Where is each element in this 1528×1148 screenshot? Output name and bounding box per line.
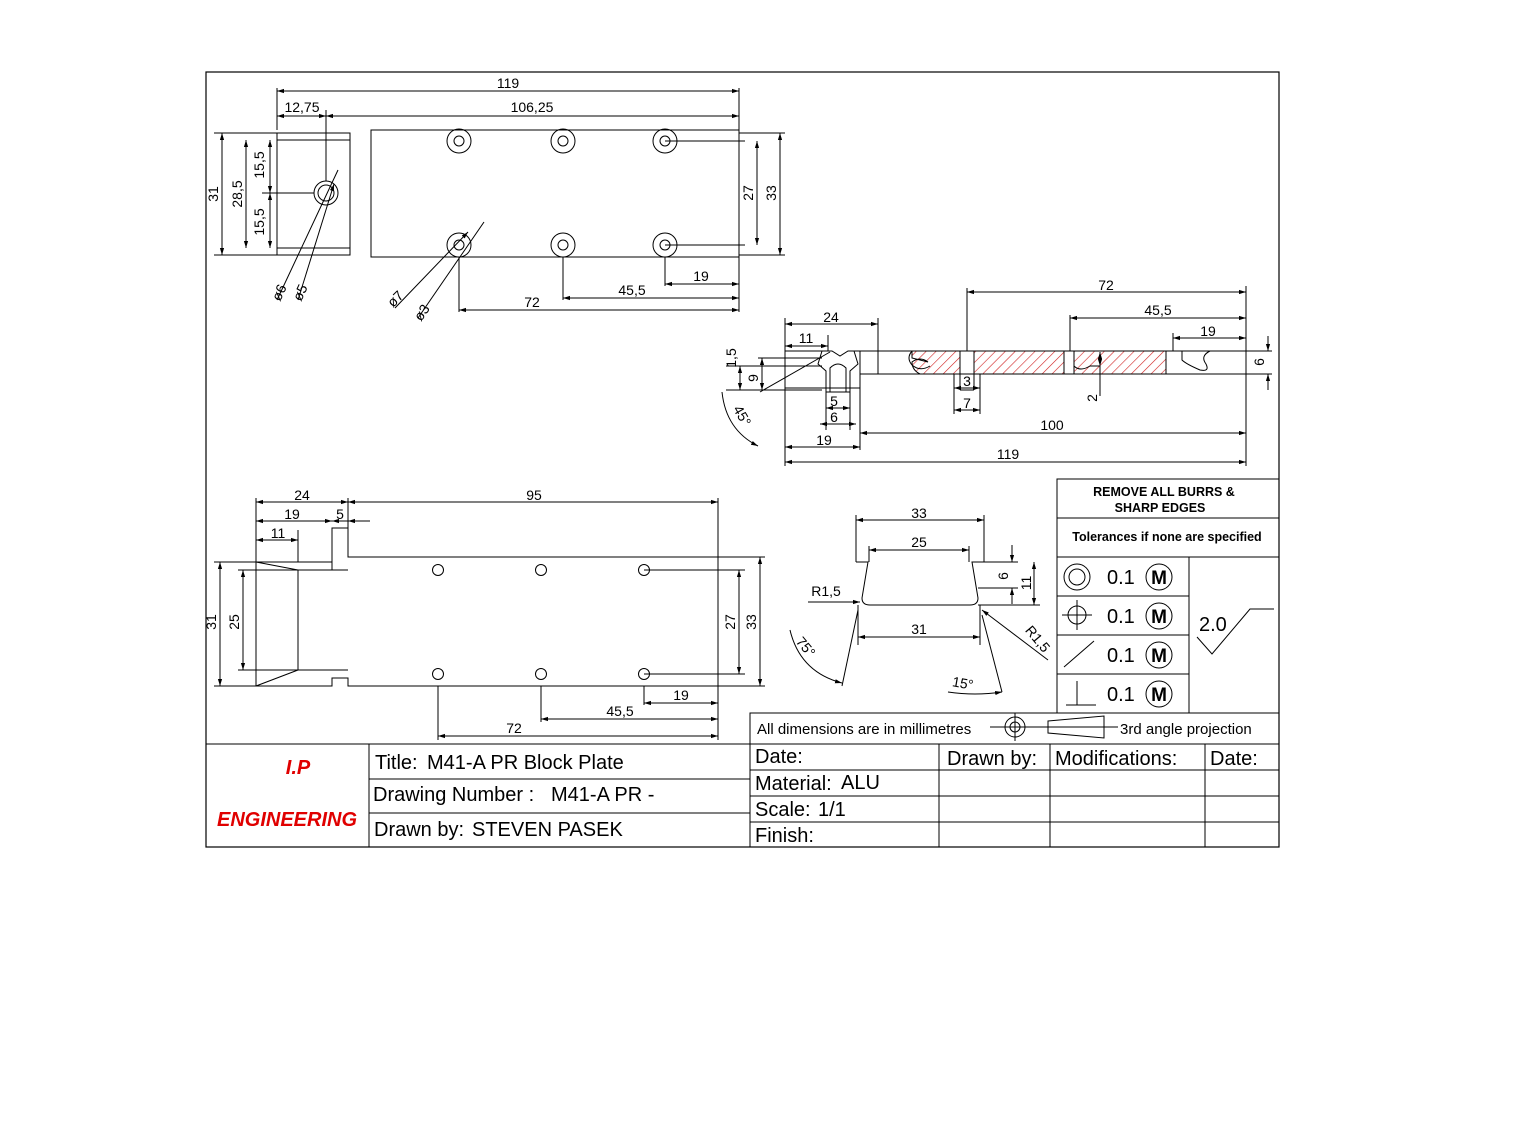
bottom-view-dimension-labels [203, 487, 759, 736]
modifier-label: M [1151, 568, 1167, 589]
dim-label: 25 [911, 534, 927, 550]
dim-label: 45,5 [618, 282, 646, 298]
flatness-icon [1064, 641, 1094, 667]
finish-label: Finish: [755, 825, 814, 847]
counterbore-hole [447, 233, 471, 257]
material-value: ALU [841, 772, 880, 794]
concentricity-icon [1064, 564, 1090, 590]
dim-label: 6 [1251, 358, 1267, 366]
dim-label: 5 [830, 393, 838, 409]
modifier-label: M [1151, 685, 1167, 706]
burrs-note-line1: REMOVE ALL BURRS & [1093, 485, 1235, 499]
bottom-view-outline [256, 528, 718, 686]
dim-label: 5 [336, 506, 344, 522]
modifier-label: M [1151, 607, 1167, 628]
dim-label: 27 [740, 185, 756, 201]
dim-label: R1,5 [1022, 622, 1054, 656]
tolerances-note: Tolerances if none are specified [1072, 530, 1262, 544]
dim-label: 9 [745, 374, 761, 382]
dim-label: 45,5 [606, 703, 634, 719]
dim-label: 24 [294, 487, 310, 503]
dim-label: 25 [226, 614, 242, 630]
end-view-dimension-labels [793, 505, 1054, 693]
modifications-header: Modifications: [1055, 748, 1178, 770]
units-row-text [757, 721, 1252, 738]
company-name-line1: I.P [285, 757, 311, 779]
section-view [722, 286, 1272, 466]
dim-label: 24 [823, 309, 839, 325]
counterbore-hole [551, 233, 575, 257]
bolt-hole [536, 565, 547, 576]
dim-label: 1,5 [723, 348, 739, 368]
title-label: Title: [375, 752, 418, 774]
scale-value: 1/1 [818, 799, 846, 821]
end-view-profile [856, 562, 984, 605]
dim-label: 2 [1084, 394, 1100, 402]
dim-label: 19 [1200, 323, 1216, 339]
dim-label: 95 [526, 487, 542, 503]
dim-label: 106,25 [510, 99, 554, 115]
bottom-view [214, 498, 765, 740]
position-icon [1062, 600, 1092, 630]
dim-label: 15,5 [251, 208, 267, 236]
dim-label: 19 [673, 687, 689, 703]
dim-label: 33 [743, 614, 759, 630]
dim-label: ø7 [383, 287, 407, 311]
dim-label: 72 [1098, 277, 1114, 293]
dim-label: 6 [995, 572, 1011, 580]
projection-symbol-icon [990, 713, 1118, 741]
tolerance-value: 0.1 [1107, 645, 1135, 667]
dim-label: 45° [730, 402, 755, 429]
dim-label: 45,5 [1144, 302, 1172, 318]
scale-label: Scale: [755, 799, 811, 821]
surface-finish-value: 2.0 [1199, 614, 1227, 636]
tolerance-value: 0.1 [1107, 567, 1135, 589]
bolt-hole [536, 669, 547, 680]
dim-label: 19 [284, 506, 300, 522]
title-block [206, 713, 1279, 847]
drawn-by-label: Drawn by: [374, 819, 465, 841]
projection-note: 3rd angle projection [1120, 721, 1252, 738]
drawn-by-value: STEVEN PASEK [472, 819, 623, 841]
dim-label: 19 [816, 432, 832, 448]
bolt-hole [433, 565, 444, 576]
perpendicularity-icon [1066, 681, 1096, 705]
counterbore-hole [447, 129, 471, 153]
top-view-plate [371, 130, 739, 257]
drawing-number-value: M41-A PR - [551, 784, 655, 806]
revision-date-header: Date: [1210, 748, 1258, 770]
revision-drawn-by-header: Drawn by: [947, 748, 1038, 770]
dim-label: 15,5 [251, 151, 267, 179]
dim-label: ø5 [289, 281, 311, 304]
dim-label: ø6 [268, 281, 290, 304]
dim-label: 100 [1040, 417, 1064, 433]
dim-label: 11 [798, 330, 814, 346]
drawing-number-label: Drawing Number : [373, 784, 535, 806]
dim-label: R1,5 [811, 583, 841, 599]
dim-label: 6 [830, 409, 838, 425]
dim-label: 19 [693, 268, 709, 284]
dim-label: 119 [996, 446, 1020, 462]
bolt-hole [433, 669, 444, 680]
material-label: Material: [755, 773, 832, 795]
section-hatch [912, 351, 1166, 374]
dim-label: 75° [792, 633, 819, 661]
counterbore-hole [551, 129, 575, 153]
modifier-label: M [1151, 646, 1167, 667]
dim-label: 72 [524, 294, 540, 310]
dim-label: 28,5 [229, 180, 245, 208]
dim-label: ø3 [410, 301, 433, 324]
company-name-line2: ENGINEERING [216, 809, 358, 831]
dim-label: 31 [911, 621, 927, 637]
burrs-note-line2: SHARP EDGES [1114, 501, 1206, 515]
date-label: Date: [755, 746, 803, 768]
dim-label: 31 [205, 186, 221, 202]
dim-label: 7 [963, 395, 971, 411]
top-view-dimension-labels [205, 75, 779, 324]
tolerance-value: 0.1 [1107, 606, 1135, 628]
dim-label: 33 [911, 505, 927, 521]
dim-label: 72 [506, 720, 522, 736]
dim-label: 3 [963, 373, 971, 389]
dim-label: 12,75 [284, 99, 320, 115]
dim-label: 119 [496, 75, 520, 91]
side-hole [314, 181, 338, 205]
dim-label: 33 [763, 185, 779, 201]
tolerance-value: 0.1 [1107, 684, 1135, 706]
dim-label: 11 [1018, 575, 1034, 591]
dim-label: 27 [722, 614, 738, 630]
title-value: M41-A PR Block Plate [427, 752, 624, 774]
dim-label: 11 [270, 525, 286, 541]
dim-label: 31 [203, 614, 219, 630]
dim-label: 15° [951, 673, 975, 693]
units-note: All dimensions are in millimetres [757, 721, 972, 738]
top-view-end-block [277, 133, 350, 255]
